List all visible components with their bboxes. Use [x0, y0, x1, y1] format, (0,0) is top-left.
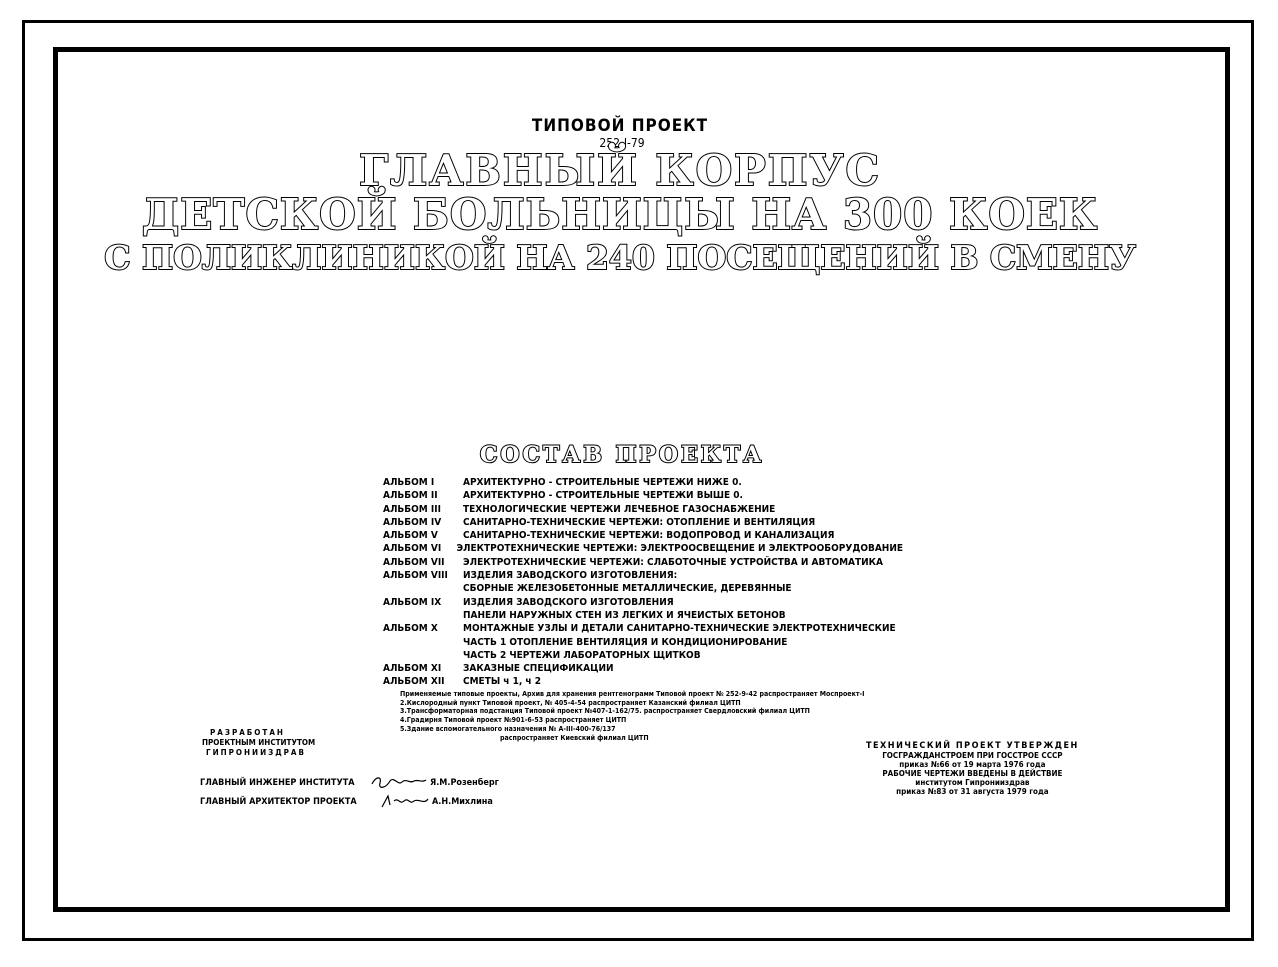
- note-line: 5.Здание вспомогательного назначения № А-III-400-76/137: [400, 724, 616, 733]
- project-code: 252-I-79: [599, 136, 645, 150]
- album-label: [383, 649, 463, 662]
- album-label: АЛЬБОМ IV: [383, 516, 442, 528]
- developer-line-3: ГИПРОНИИЗДРАВ: [206, 748, 306, 757]
- album-text: ЧАСТЬ 2 ЧЕРТЕЖИ ЛАБОРАТОРНЫХ ЩИТКОВ: [463, 649, 701, 661]
- album-row: [383, 476, 903, 489]
- project-type-label: ТИПОВОЙ ПРОЕКТ: [531, 116, 709, 136]
- developer-line-2: ПРОЕКТНЫМ ИНСТИТУТОМ: [202, 738, 316, 747]
- album-text: САНИТАРНО-ТЕХНИЧЕСКИЕ ЧЕРТЕЖИ: ОТОПЛЕНИЕ И ВЕНТИЛЯЦИЯ: [463, 516, 816, 528]
- signatures-block: [200, 774, 499, 812]
- developer-line-1: РАЗРАБОТАН: [210, 728, 285, 737]
- note-line: 3.Трансформаторная подстанция Типовой проект №407-1-162/75. распространяет Свердловский филиал ЦИТП: [400, 707, 810, 716]
- signature-position: ГЛАВНЫЙ АРХИТЕКТОР ПРОЕКТА: [200, 797, 357, 807]
- approval-line-4: РАБОЧИЕ ЧЕРТЕЖИ ВВЕДЕНЫ В ДЕЙСТВИЕ: [882, 769, 1063, 778]
- album-row: [383, 636, 903, 649]
- album-list: [383, 476, 903, 689]
- handwritten-signature: [370, 774, 428, 793]
- album-row: [383, 529, 903, 542]
- approval-line-5: институтом Гипронииздрав: [915, 778, 1030, 787]
- album-text: ИЗДЕЛИЯ ЗАВОДСКОГО ИЗГОТОВЛЕНИЯ: [463, 596, 674, 608]
- developer-block: [202, 728, 315, 758]
- composition-heading: СОСТАВ ПРОЕКТА: [479, 442, 765, 468]
- album-label: АЛЬБОМ XI: [383, 663, 442, 675]
- album-row: [383, 556, 903, 569]
- album-label: АЛЬБОМ I: [383, 477, 435, 488]
- album-text: АРХИТЕКТУРНО - СТРОИТЕЛЬНЫЕ ЧЕРТЕЖИ ВЫШЕ 0.: [463, 490, 743, 502]
- title-line-1: ГЛАВНЫЙ КОРПУС: [359, 146, 881, 195]
- album-label: АЛЬБОМ IX: [383, 596, 442, 608]
- signature-name: Я.М.Розенберг: [430, 778, 499, 788]
- approval-block: [866, 742, 1079, 796]
- album-label: АЛЬБОМ V: [383, 530, 438, 542]
- signature-position: ГЛАВНЫЙ ИНЖЕНЕР ИНСТИТУТА: [200, 778, 355, 788]
- signature-scribble-icon: [370, 774, 428, 790]
- approval-line-3: приказ №66 от 19 марта 1976 года: [899, 760, 1046, 769]
- album-text: ЭЛЕКТРОТЕХНИЧЕСКИЕ ЧЕРТЕЖИ: ЭЛЕКТРООСВЕЩЕНИЕ И ЭЛЕКТРООБОРУДОВАНИЕ: [456, 543, 903, 555]
- approval-line-6: приказ №83 от 31 августа 1979 года: [896, 787, 1049, 796]
- signature-scribble-icon: [380, 793, 430, 809]
- album-row: [383, 582, 903, 595]
- album-label: [383, 582, 463, 595]
- approval-line-1: ТЕХНИЧЕСКИЙ ПРОЕКТ УТВЕРЖДЕН: [866, 741, 1079, 751]
- signature-name: А.Н.Михлина: [432, 797, 493, 807]
- album-text: ЭЛЕКТРОТЕХНИЧЕСКИЕ ЧЕРТЕЖИ: СЛАБОТОЧНЫЕ УСТРОЙСТВА И АВТОМАТИКА: [463, 556, 883, 568]
- album-text: САНИТАРНО-ТЕХНИЧЕСКИЕ ЧЕРТЕЖИ: ВОДОПРОВОД И КАНАЛИЗАЦИЯ: [463, 530, 835, 542]
- album-label: АЛЬБОМ VIII: [383, 570, 448, 582]
- album-row: [383, 489, 903, 502]
- note-line: Применяемые типовые проекты, Архив для хранения рентгенограмм Типовой проект № 252-9-42 распространяет Моспроект-I: [400, 690, 865, 698]
- album-row: [383, 675, 903, 688]
- album-label: АЛЬБОМ VII: [383, 556, 445, 568]
- note-line: 4.Градирня Типовой проект №901-6-53 распространяет ЦИТП: [400, 716, 627, 725]
- note-line: 2.Кислородный пункт Типовой проект, № 405-4-54 распространяет Казанский филиал ЦИТП: [400, 698, 741, 707]
- album-row: [383, 596, 903, 609]
- album-label: АЛЬБОМ X: [383, 623, 438, 635]
- album-row: [383, 649, 903, 662]
- album-row: [383, 569, 903, 582]
- signature-row: [200, 774, 499, 793]
- note-line: распространяет Киевский филиал ЦИТП: [500, 733, 649, 742]
- album-row: [383, 542, 903, 555]
- album-text: ПАНЕЛИ НАРУЖНЫХ СТЕН ИЗ ЛЕГКИХ И ЯЧЕИСТЫХ БЕТОНОВ: [463, 609, 786, 621]
- album-text: МОНТАЖНЫЕ УЗЛЫ И ДЕТАЛИ САНИТАРНО-ТЕХНИЧЕСКИЕ ЭЛЕКТРОТЕХНИЧЕСКИЕ: [463, 623, 896, 635]
- title-line-3: С ПОЛИКЛИНИКОЙ НА 240 ПОСЕЩЕНИЙ В СМЕНУ: [104, 238, 1136, 277]
- album-label: [383, 636, 463, 649]
- signature-row: [200, 793, 499, 812]
- album-text: ЧАСТЬ 1 ОТОПЛЕНИЕ ВЕНТИЛЯЦИЯ И КОНДИЦИОНИРОВАНИЕ: [463, 636, 788, 648]
- album-row: [383, 516, 903, 529]
- album-row: [383, 662, 903, 675]
- title-line-2: ДЕТСКОЙ БОЛЬНИЦЫ НА 300 КОЕК: [141, 190, 1099, 239]
- album-text: СМЕТЫ ч 1, ч 2: [463, 676, 541, 688]
- album-label: АЛЬБОМ III: [383, 503, 441, 515]
- album-row: [383, 609, 903, 622]
- album-label: АЛЬБОМ XII: [383, 676, 445, 688]
- album-row: [383, 503, 903, 516]
- album-text: СБОРНЫЕ ЖЕЛЕЗОБЕТОННЫЕ МЕТАЛЛИЧЕСКИЕ, ДЕРЕВЯННЫЕ: [463, 583, 792, 595]
- handwritten-signature: [380, 793, 430, 812]
- album-text: АРХИТЕКТУРНО - СТРОИТЕЛЬНЫЕ ЧЕРТЕЖИ НИЖЕ 0.: [463, 477, 742, 488]
- notes-block: [400, 690, 864, 742]
- album-text: ИЗДЕЛИЯ ЗАВОДСКОГО ИЗГОТОВЛЕНИЯ:: [463, 570, 678, 582]
- album-text: ЗАКАЗНЫЕ СПЕЦИФИКАЦИИ: [463, 663, 614, 675]
- approval-line-2: ГОСГРАЖДАНСТРОЕМ ПРИ ГОССТРОЕ СССР: [882, 751, 1063, 760]
- album-row: [383, 622, 903, 635]
- album-label: АЛЬБОМ VI: [383, 543, 442, 555]
- album-label: АЛЬБОМ II: [383, 490, 438, 502]
- album-label: [383, 609, 463, 622]
- album-text: ТЕХНОЛОГИЧЕСКИЕ ЧЕРТЕЖИ ЛЕЧЕБНОЕ ГАЗОСНАБЖЕНИЕ: [463, 503, 776, 515]
